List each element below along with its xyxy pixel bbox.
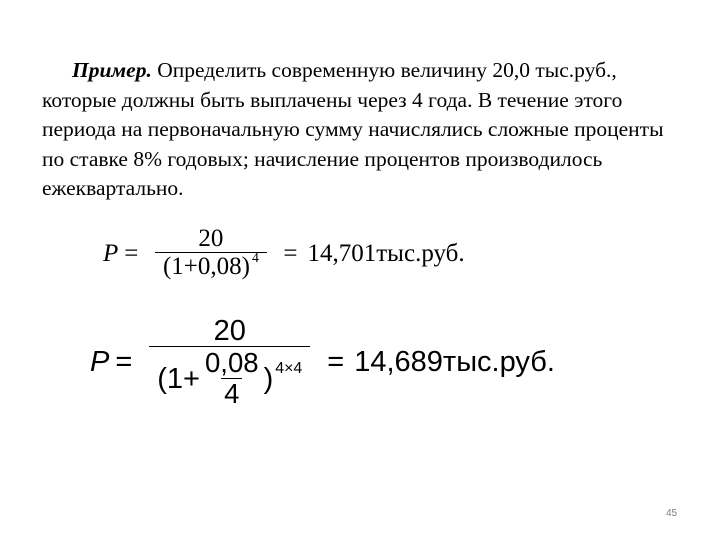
- formula1-lhs: P: [103, 240, 119, 267]
- formula-quarterly: [90, 316, 555, 410]
- formula2-equals-2: =: [327, 346, 345, 379]
- formula1-equals-2: =: [283, 240, 298, 267]
- example-text: Определить современную величину 20,0 тыс.руб., которые должны быть выплачены через 4 года. В течение этого периода на первоначальную сумму начислялись сложные проценты по ставке 8% годовых; начисление процентов производилось ежеквартально.: [42, 58, 664, 200]
- formula2-denominator-box: [149, 346, 310, 409]
- formula2-lhs: P: [90, 346, 110, 379]
- formula2-fraction: [142, 316, 317, 410]
- formula1-exponent: 4: [251, 249, 259, 265]
- formula1-equals: =: [124, 240, 139, 267]
- example-paragraph: [42, 56, 682, 204]
- formula2-open-paren: (1+: [157, 362, 200, 395]
- page-number: 45: [666, 508, 678, 519]
- formula2-result: 14,689тыс.руб.: [354, 346, 555, 379]
- formula-annual: [103, 226, 465, 282]
- example-lead: Пример.: [72, 58, 152, 82]
- formula2-inner-numerator: 0,08: [204, 347, 259, 379]
- formula2-close-paren: ): [263, 362, 274, 395]
- formula1-denominator: (1+0,08): [162, 253, 250, 281]
- formula2-exponent: 4×4: [275, 359, 303, 377]
- formula1-result: 14,701тыс.руб.: [307, 240, 465, 267]
- formula2-equals: =: [115, 346, 133, 379]
- formula2-numerator: 20: [213, 315, 246, 347]
- formula1-fraction: [148, 226, 273, 282]
- formula2-inner-fraction: [202, 349, 262, 409]
- formula1-numerator: 20: [198, 225, 224, 252]
- formula1-denominator-box: [155, 249, 267, 282]
- formula2-inner-denominator: 4: [221, 378, 242, 409]
